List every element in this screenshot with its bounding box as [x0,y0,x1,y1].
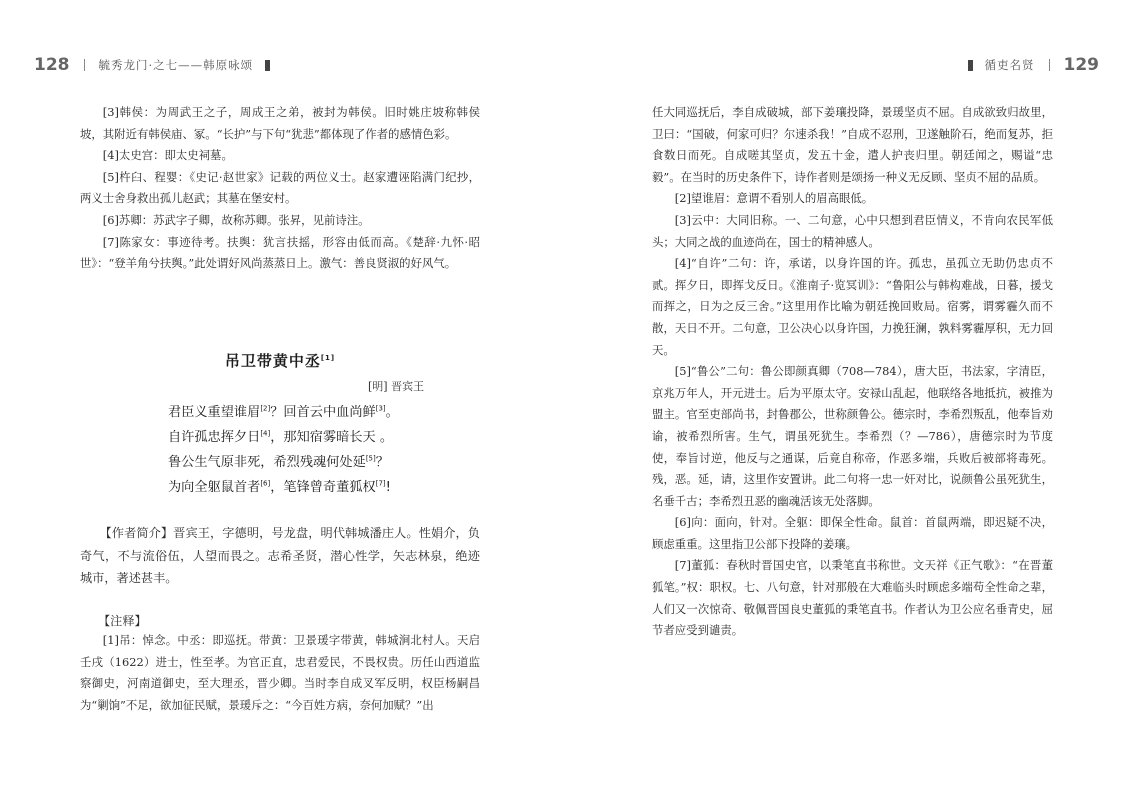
poem-line: 为向全躯鼠首者[6]，笔锋曾奇董狐权[7]! [168,479,391,495]
poem-body [168,400,399,500]
note-item: [1]吊：悼念。中丞：即巡抚。带黄：卫景瑗字带黄，韩城涧北村人。天启壬戌（1622）进士，性至孝。为官正直，忠君爱民，不畏权贵。历任山西道监察御史，河南道御史，至大理丞，晋少卿。当时李自成叉军反明，权臣杨嗣昌为“剿饷”不足，欲加征民赋，景瑗斥之：“今百姓方病，奈何加赋？”出 [80,633,480,712]
note-item: [7]董狐：春秋时晋国史官，以秉笔直书称世。文天祥《正气歌》：“在晋董狐笔。”权：职权。七、八句意，针对那般在大难临头时顾虑多端苟全性命之辈，人们又一次惊奇、敬佩晋国良史董狐的秉笔直书。作者认为卫公应名垂青史，屈节者应受到谴责。 [652,558,1053,638]
note-item: [5]“鲁公”二句：鲁公即颜真卿（708—784），唐大臣，书法家，字清臣，京兆万年人，开元进士。后为平原太守。安禄山乱起，他联络各地抵抗，被推为盟主。官至吏部尚书，封鲁郡公，世称颜鲁公。德宗时，李希烈叛乱，他奉旨劝谕，被希烈所害。生气，谓虽死犹生。李希烈（？—786），唐德宗时为节度使，奉旨讨逆，他反与之通谋，后竟自称帝，作恶多端，兵败后被部将毒死。残，恶。延，请，这里作安置讲。此二句将一忠一奸对比，说颜鲁公虽死犹生，名垂千古；李希烈丑恶的幽魂活该无处落脚。 [652,364,1053,508]
header-divider [1049,59,1050,71]
notes-continued [80,102,480,275]
note-item: [5]杵臼、程婴：《史记·赵世家》记载的两位义士。赵家遭诬陷满门纪抄，两义士舍身救出孤儿赵武；其墓在堡安村。 [80,169,480,206]
note-item: 任大同巡抚后，李自成破城，部下姜瓖投降，景瑗坚贞不屈。自成欲致归故里，卫曰：“国破，何家可归？尔速杀我！”自成不忍刑，卫遂触阶石，绝而复苏，拒食数日而死。自成嗟其坚贞，发五十金，遣人护丧归里。朝廷闻之，赐谥“忠毅”。在当时的历史条件下，诗作者则是颂扬一种义无反顾、坚贞不屈的品质。 [652,105,1053,184]
page-number: 129 [1063,55,1099,75]
note-item: [6]向：面向，针对。全躯：即保全性命。鼠首：首鼠两端，即迟疑不决，顾虑重重。这里指卫公部下投降的姜瓖。 [652,515,1053,551]
note-item: [4]太史宫：即太史祠墓。 [102,148,233,163]
poem-line: 鲁公生气原非死，希烈残魂何处延[5]？ [168,454,389,470]
note-item: [6]苏卿：苏武字子卿，故称苏卿。张昇，见前诗注。 [102,212,370,227]
author-intro: 【作者简介】晋宾王，字德明，号龙盘，明代韩城潘庄人。性娟介，负奇气，不与流俗伍，人望而畏之。志希圣贤，潜心性学，矢志林泉，绝迹城市，著述甚丰。 [80,526,480,585]
poem-author: [明] 晋宾王 [368,380,425,393]
page-number: 128 [34,55,70,75]
right-header [968,54,1100,76]
notes-list [652,102,1053,642]
notes-heading: 【注释】 [98,614,147,628]
poem-line: 自许孤忠挥夕日[4]，那知宿雾暗长天 。 [168,429,394,445]
left-page [0,0,566,799]
running-head: 循吏名贤 [984,58,1035,72]
header-marker [968,60,973,71]
note-item: [3]云中：大同旧称。一、二句意，心中只想到君臣情义，不肯向农民军低头；大同之战的血迹尚在，国士的精神感人。 [652,212,1053,249]
note-item: [2]望谁眉：意谓不看别人的眉高眼低。 [674,191,874,206]
notes-list [80,630,480,716]
left-header [34,54,270,76]
header-divider [84,59,85,71]
poem-title: 吊卫带黄中丞[1] [224,352,336,370]
note-item: [3]韩侯：为周武王之子，周成王之弟，被封为韩侯。旧时姚庄坡称韩侯坡，其附近有韩侯庙、冢。“长护”与下句“犹悲”都体现了作者的感情色彩。 [80,105,480,141]
running-head: 毓秀龙门·之七——韩原咏颂 [98,58,254,72]
note-item: [4]“自许”二句：许，承诺，以身许国的许。孤忠，虽孤立无助仍忠贞不贰。挥夕日，即挥戈反日。《淮南子·览冥训》：“鲁阳公与韩构难战，日暮，援戈而挥之，日为之反三舍。”这里用作比喻为朝廷挽回败局。宿雾，谓雾霾久而不散，天日不开。二句意，卫公决心以身许国，力挽狂澜，孰料雾霾厚积，无力回天。 [652,256,1053,357]
note-item: [7]陈家女：事迹待考。扶舆：犹言扶摇，形容由低而高。《楚辞·九怀·昭世》：“登羊角兮扶舆。”此处谓好风尚蒸蒸日上。激气：善良贤淑的好风气。 [80,234,480,271]
header-marker [265,60,270,71]
right-page [566,0,1133,799]
poem-line: 君臣义重望谁眉[2]？回首云中血尚鲜[3]。 [168,404,399,420]
